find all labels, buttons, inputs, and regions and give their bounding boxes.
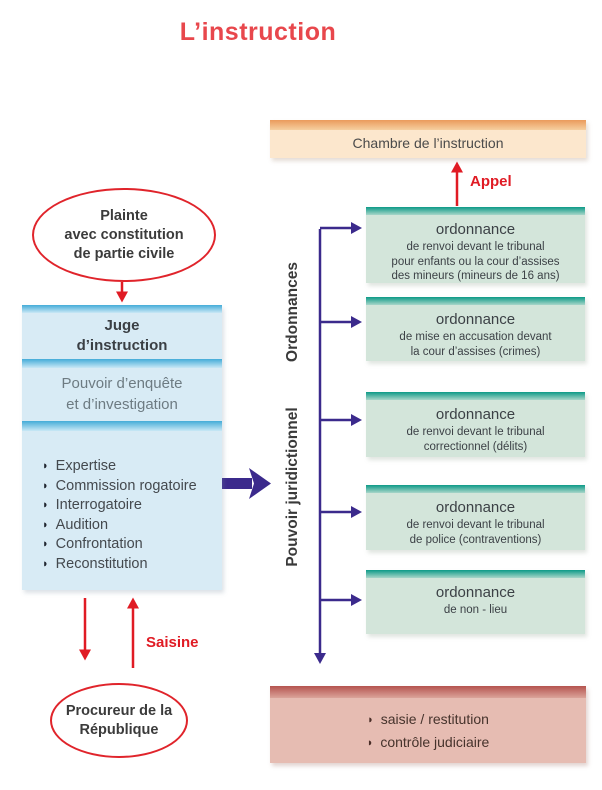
bullet-icon: ◗ — [42, 518, 49, 531]
orange-gradient-strip — [270, 120, 586, 130]
plainte-text: Plainte avec constitution de partie civile — [64, 207, 184, 262]
ordonnance-title: ordonnance — [435, 406, 516, 423]
bullet-icon: ◗ — [42, 499, 49, 511]
juge-title: Juge d’instruction — [76, 317, 168, 354]
list-item-label: Expertise — [55, 458, 117, 474]
procureur-ellipse — [50, 683, 188, 758]
list-item-label: saisie / restitution — [380, 711, 489, 727]
list-item-label: Confrontation — [55, 536, 143, 552]
ordonnances-vertical-label: Ordonnances — [284, 262, 301, 362]
chambre-instruction-bar — [270, 120, 586, 158]
plainte-ellipse — [32, 188, 216, 282]
list-item — [42, 535, 222, 555]
juge-actions-list — [22, 431, 222, 574]
ordonnance-box-correctionnel — [366, 392, 585, 457]
ordonnance-title: ordonnance — [435, 499, 516, 516]
list-item-label: contrôle judiciaire — [380, 734, 490, 750]
list-item — [42, 457, 222, 477]
ordonnance-box-police — [366, 485, 585, 550]
list-item — [367, 709, 489, 732]
procureur-text: Procureur de la République — [65, 702, 173, 738]
bullet-icon: ◗ — [42, 460, 49, 472]
page-title: L’instruction — [179, 18, 337, 46]
ordonnance-desc: de renvoi devant le tribunal pour enfants ou la cour d’assises des mineurs (mineurs de 16 ans) — [391, 241, 560, 282]
blue-gradient-strip — [22, 359, 222, 368]
ordonnances-tree — [320, 228, 352, 654]
ordonnance-title: ordonnance — [435, 311, 516, 328]
ordonnance-box-enfants — [366, 207, 585, 283]
mesures-list — [270, 698, 586, 755]
juge-subtitle: Pouvoir d’enquête et d’investigation — [61, 375, 183, 413]
teal-gradient-strip — [366, 485, 585, 493]
bullet-icon: ◗ — [42, 479, 49, 492]
juge-instruction-box — [22, 305, 222, 590]
chambre-instruction-label: Chambre de l’instruction — [352, 135, 504, 151]
ordonnance-title: ordonnance — [435, 221, 516, 238]
ordonnance-desc: de non - lieu — [443, 604, 508, 616]
maroon-gradient-strip — [270, 686, 586, 698]
teal-gradient-strip — [366, 297, 585, 305]
bullet-icon: ◗ — [367, 714, 374, 726]
ordonnance-box-assises — [366, 297, 585, 361]
teal-gradient-strip — [366, 570, 585, 578]
list-item — [42, 516, 222, 536]
list-item — [42, 555, 222, 575]
blue-gradient-strip — [22, 305, 222, 313]
bullet-icon: ◗ — [366, 737, 374, 749]
list-item — [42, 496, 222, 516]
pouvoir-juridictionnel-vertical-label: Pouvoir juridictionnel — [284, 407, 301, 567]
juge-to-ordonnances-arrow — [219, 468, 271, 499]
list-item-label: Interrogatoire — [55, 497, 142, 513]
ordonnance-desc: de renvoi devant le tribunal correctionnel (délits) — [406, 426, 545, 453]
list-item — [42, 477, 222, 497]
list-item-label: Commission rogatoire — [55, 477, 197, 494]
bullet-icon: ◗ — [42, 557, 49, 570]
ordonnance-desc: de mise en accusation devant la cour d’assises (crimes) — [399, 331, 552, 358]
teal-gradient-strip — [366, 392, 585, 400]
blue-gradient-strip — [22, 421, 222, 431]
appel-label: Appel — [470, 173, 512, 190]
ordonnance-box-non-lieu — [366, 570, 585, 634]
list-item — [367, 732, 490, 755]
teal-gradient-strip — [366, 207, 585, 215]
mesures-box — [270, 686, 586, 763]
saisine-label: Saisine — [146, 634, 199, 651]
list-item-label: Audition — [55, 516, 109, 533]
ordonnance-desc: de renvoi devant le tribunal de police (contraventions) — [406, 519, 545, 546]
bullet-icon: ◗ — [42, 538, 49, 550]
list-item-label: Reconstitution — [55, 555, 148, 572]
ordonnance-title: ordonnance — [435, 584, 516, 601]
